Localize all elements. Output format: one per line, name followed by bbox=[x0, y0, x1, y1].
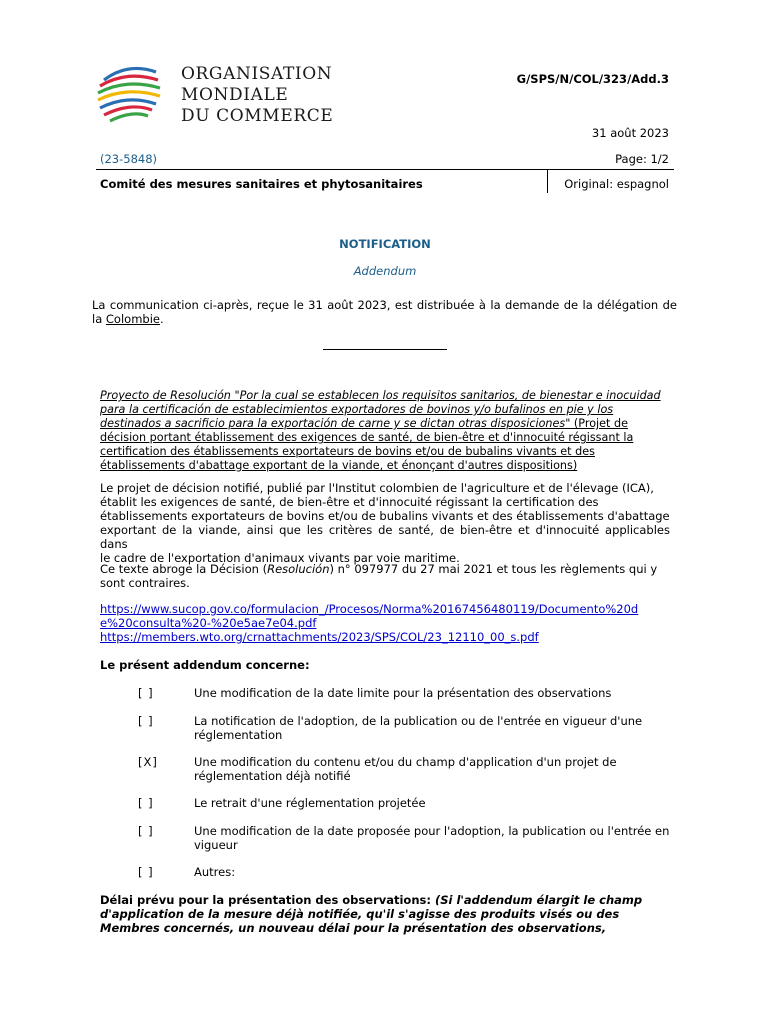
org-name-line2: MONDIALE bbox=[181, 85, 289, 105]
option-checkbox[interactable]: [ ] bbox=[138, 865, 154, 879]
org-name-line3: DU COMMERCE bbox=[181, 106, 334, 126]
committee-name: Comité des mesures sanitaires et phytosanitaires bbox=[100, 177, 423, 191]
option-checkbox[interactable]: [ ] bbox=[138, 796, 154, 810]
project-title: Proyecto de Resolución "Por la cual se establecen los requisitos sanitarios, de bienestar e inocuidad para la certificación de establecimientos exportadores de bovinos y/o bufalinos en pie y los destinados a sacrificio para la exportación de carne y se dictan otras disposiciones" (Projet de décision portant établissement des exigences de santé, de bien-être et d'innocuité régissant la certification des établissements exportateurs de bovins et/ou de bubalins vivants et des établissements d'abattage exportant de la viande, et énonçant d'autres dispositions) bbox=[100, 389, 661, 472]
notification-title: NOTIFICATION bbox=[339, 237, 431, 251]
option-checkbox-checked[interactable]: [X] bbox=[138, 755, 158, 769]
wto-logo bbox=[90, 58, 170, 128]
org-name-line1: ORGANISATION bbox=[181, 64, 333, 84]
delai-paragraph: Délai prévu pour la présentation des observations: (Si l'addendum élargit le champ d'application de la mesure déjà notifiée, qu'il s'agisse des produits visés ou des Membres concernés, un nouveau délai pour la présentation des observations, bbox=[100, 893, 643, 935]
option-checkbox[interactable]: [ ] bbox=[138, 714, 154, 728]
project-description: Le projet de décision notifié, publié par l'Institut colombien de l'agriculture et de l'élevage (ICA), établit les exigences de santé, de bien-être et d'innocuité régissant la certification des établissements exportateurs de bovins et/ou de bubalins vivants et des établissements d'abattage exportant de la viande, ainsi que les critères de santé, de bien-être et d'innocuité applicables dans le cadre de l'exportation d'animaux vivants par voie maritime. bbox=[100, 481, 670, 565]
option-checkbox[interactable]: [ ] bbox=[138, 824, 154, 838]
abrogation-paragraph: Ce texte abroge la Décision (Resolución) n° 097977 du 27 mai 2021 et tous les règlements qui y sont contraires. bbox=[100, 562, 658, 590]
section-separator bbox=[323, 349, 447, 350]
country-name: Colombie bbox=[105, 312, 160, 326]
header-divider bbox=[96, 169, 674, 170]
page-number: Page: 1/2 bbox=[615, 152, 669, 166]
addendum-subtitle: Addendum bbox=[353, 264, 417, 278]
document-date: 31 août 2023 bbox=[591, 126, 669, 140]
concerne-heading: Le présent addendum concerne: bbox=[100, 658, 310, 672]
document-link-2[interactable]: https://members.wto.org/crnattachments/2023/SPS/COL/23_12110_00_s.pdf bbox=[100, 630, 539, 644]
links-block bbox=[100, 602, 670, 644]
document-symbol: G/SPS/N/COL/323/Add.3 bbox=[516, 72, 669, 86]
original-language: Original: espagnol bbox=[564, 177, 669, 191]
wto-globe-icon bbox=[90, 58, 170, 128]
header-vertical-divider bbox=[547, 169, 548, 193]
document-reference: (23-5848) bbox=[100, 152, 158, 166]
document-link-1[interactable]: https://www.sucop.gov.co/formulacion_/Procesos/Norma%20167456480119/Documento%20d e%20consulta%20-%20e5ae7e04.pdf bbox=[100, 602, 639, 630]
option-checkbox[interactable]: [ ] bbox=[138, 686, 154, 700]
intro-paragraph: La communication ci-après, reçue le 31 août 2023, est distribuée à la demande de la délégation de la Colombie. bbox=[92, 298, 677, 326]
